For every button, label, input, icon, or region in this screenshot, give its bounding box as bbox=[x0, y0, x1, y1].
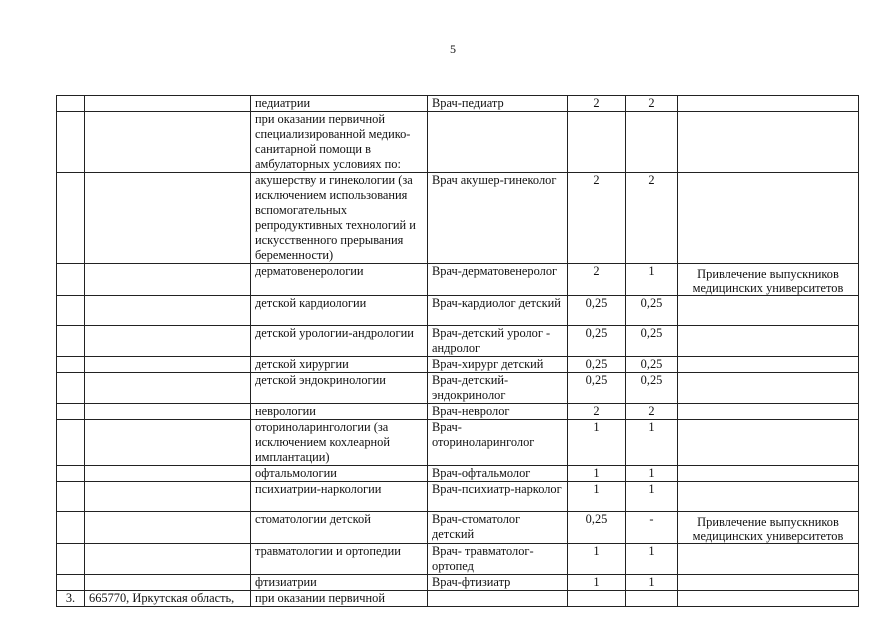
row-number-cell bbox=[57, 264, 85, 296]
address-cell bbox=[85, 404, 251, 420]
specialist-cell: Врач-фтизиатр bbox=[428, 575, 568, 591]
specialist-cell: Врач-дерматовенеролог bbox=[428, 264, 568, 296]
staffing-table bbox=[56, 95, 859, 607]
table-row bbox=[57, 264, 859, 296]
note-cell bbox=[678, 591, 859, 607]
rate-required-cell: 0,25 bbox=[568, 296, 626, 326]
row-number-cell bbox=[57, 420, 85, 466]
rate-vacant-cell: 1 bbox=[626, 420, 678, 466]
rate-vacant-cell: 2 bbox=[626, 96, 678, 112]
row-number-cell bbox=[57, 96, 85, 112]
note-cell bbox=[678, 96, 859, 112]
address-cell bbox=[85, 373, 251, 404]
care-profile-cell: при оказании первичной специализированной медико-санитарной помощи в амбулаторных условиях по: bbox=[251, 112, 428, 173]
table-row bbox=[57, 404, 859, 420]
rate-required-cell: 1 bbox=[568, 482, 626, 512]
table-row bbox=[57, 512, 859, 544]
address-cell bbox=[85, 544, 251, 575]
note-cell bbox=[678, 544, 859, 575]
care-profile-cell: психиатрии-наркологии bbox=[251, 482, 428, 512]
specialist-cell: Врач-оториноларинголог bbox=[428, 420, 568, 466]
table-row bbox=[57, 373, 859, 404]
care-profile-cell: детской урологии-андрологии bbox=[251, 326, 428, 357]
note-cell: Привлечение выпускников медицинских университетов bbox=[678, 512, 859, 544]
care-profile-cell: травматологии и ортопедии bbox=[251, 544, 428, 575]
care-profile-cell: фтизиатрии bbox=[251, 575, 428, 591]
address-cell bbox=[85, 482, 251, 512]
note-cell bbox=[678, 357, 859, 373]
rate-required-cell: 1 bbox=[568, 544, 626, 575]
row-number-cell bbox=[57, 173, 85, 264]
table-row bbox=[57, 357, 859, 373]
table-row bbox=[57, 575, 859, 591]
specialist-cell: Врач-детский-эндокринолог bbox=[428, 373, 568, 404]
rate-required-cell: 2 bbox=[568, 96, 626, 112]
row-number-cell: 3. bbox=[57, 591, 85, 607]
rate-vacant-cell: 2 bbox=[626, 173, 678, 264]
rate-required-cell: 1 bbox=[568, 575, 626, 591]
page-number: 5 bbox=[450, 42, 456, 56]
rate-required-cell: 0,25 bbox=[568, 373, 626, 404]
address-cell bbox=[85, 326, 251, 357]
specialist-cell: Врач-детский уролог - андролог bbox=[428, 326, 568, 357]
address-cell bbox=[85, 512, 251, 544]
rate-vacant-cell: 0,25 bbox=[626, 357, 678, 373]
rate-required-cell: 1 bbox=[568, 420, 626, 466]
table-row bbox=[57, 482, 859, 512]
specialist-cell: Врач-педиатр bbox=[428, 96, 568, 112]
address-cell bbox=[85, 466, 251, 482]
table-row bbox=[57, 96, 859, 112]
rate-required-cell: 2 bbox=[568, 264, 626, 296]
address-cell bbox=[85, 357, 251, 373]
address-cell bbox=[85, 575, 251, 591]
note-cell bbox=[678, 420, 859, 466]
note-cell bbox=[678, 326, 859, 357]
care-profile-cell: детской эндокринологии bbox=[251, 373, 428, 404]
note-cell bbox=[678, 404, 859, 420]
care-profile-cell: детской хирургии bbox=[251, 357, 428, 373]
rate-vacant-cell bbox=[626, 591, 678, 607]
specialist-cell: Врач- травматолог-ортопед bbox=[428, 544, 568, 575]
note-cell bbox=[678, 575, 859, 591]
note-cell bbox=[678, 482, 859, 512]
note-cell bbox=[678, 373, 859, 404]
note-cell bbox=[678, 112, 859, 173]
table-row bbox=[57, 591, 859, 607]
table-row bbox=[57, 112, 859, 173]
rate-vacant-cell bbox=[626, 112, 678, 173]
care-profile-cell: детской кардиологии bbox=[251, 296, 428, 326]
rate-required-cell bbox=[568, 112, 626, 173]
row-number-cell bbox=[57, 296, 85, 326]
row-number-cell bbox=[57, 466, 85, 482]
address-cell: 665770, Иркутская область, bbox=[85, 591, 251, 607]
rate-vacant-cell: 0,25 bbox=[626, 326, 678, 357]
specialist-cell bbox=[428, 112, 568, 173]
row-number-cell bbox=[57, 112, 85, 173]
specialist-cell: Врач-стоматолог детский bbox=[428, 512, 568, 544]
specialist-cell: Врач-невролог bbox=[428, 404, 568, 420]
specialist-cell: Врач-хирург детский bbox=[428, 357, 568, 373]
note-cell bbox=[678, 466, 859, 482]
rate-required-cell: 0,25 bbox=[568, 512, 626, 544]
row-number-cell bbox=[57, 357, 85, 373]
rate-vacant-cell: - bbox=[626, 512, 678, 544]
specialist-cell: Врач акушер-гинеколог bbox=[428, 173, 568, 264]
care-profile-cell: при оказании первичной bbox=[251, 591, 428, 607]
table-row bbox=[57, 326, 859, 357]
specialist-cell: Врач-офтальмолог bbox=[428, 466, 568, 482]
care-profile-cell: стоматологии детской bbox=[251, 512, 428, 544]
rate-vacant-cell: 0,25 bbox=[626, 296, 678, 326]
row-number-cell bbox=[57, 482, 85, 512]
rate-vacant-cell: 1 bbox=[626, 482, 678, 512]
address-cell bbox=[85, 264, 251, 296]
care-profile-cell: оториноларингологии (за исключением кохлеарной имплантации) bbox=[251, 420, 428, 466]
row-number-cell bbox=[57, 512, 85, 544]
rate-vacant-cell: 1 bbox=[626, 264, 678, 296]
rate-required-cell: 1 bbox=[568, 466, 626, 482]
rate-required-cell: 2 bbox=[568, 173, 626, 264]
address-cell bbox=[85, 420, 251, 466]
rate-vacant-cell: 1 bbox=[626, 466, 678, 482]
address-cell bbox=[85, 296, 251, 326]
care-profile-cell: офтальмологии bbox=[251, 466, 428, 482]
care-profile-cell: дерматовенерологии bbox=[251, 264, 428, 296]
rate-required-cell bbox=[568, 591, 626, 607]
care-profile-cell: неврологии bbox=[251, 404, 428, 420]
note-cell bbox=[678, 173, 859, 264]
care-profile-cell: педиатрии bbox=[251, 96, 428, 112]
specialist-cell: Врач-психиатр-нарколог bbox=[428, 482, 568, 512]
care-profile-cell: акушерству и гинекологии (за исключением использования вспомогательных репродуктивных технологий и искусственного прерывания беременности) bbox=[251, 173, 428, 264]
address-cell bbox=[85, 173, 251, 264]
row-number-cell bbox=[57, 575, 85, 591]
rate-required-cell: 0,25 bbox=[568, 357, 626, 373]
table-row bbox=[57, 420, 859, 466]
table-row bbox=[57, 296, 859, 326]
row-number-cell bbox=[57, 373, 85, 404]
row-number-cell bbox=[57, 326, 85, 357]
note-cell: Привлечение выпускников медицинских университетов bbox=[678, 264, 859, 296]
note-cell bbox=[678, 296, 859, 326]
table-row bbox=[57, 173, 859, 264]
row-number-cell bbox=[57, 404, 85, 420]
table-row bbox=[57, 466, 859, 482]
table-row bbox=[57, 544, 859, 575]
rate-vacant-cell: 1 bbox=[626, 544, 678, 575]
rate-vacant-cell: 2 bbox=[626, 404, 678, 420]
row-number-cell bbox=[57, 544, 85, 575]
rate-vacant-cell: 1 bbox=[626, 575, 678, 591]
specialist-cell bbox=[428, 591, 568, 607]
rate-required-cell: 2 bbox=[568, 404, 626, 420]
rate-vacant-cell: 0,25 bbox=[626, 373, 678, 404]
specialist-cell: Врач-кардиолог детский bbox=[428, 296, 568, 326]
rate-required-cell: 0,25 bbox=[568, 326, 626, 357]
address-cell bbox=[85, 96, 251, 112]
address-cell bbox=[85, 112, 251, 173]
